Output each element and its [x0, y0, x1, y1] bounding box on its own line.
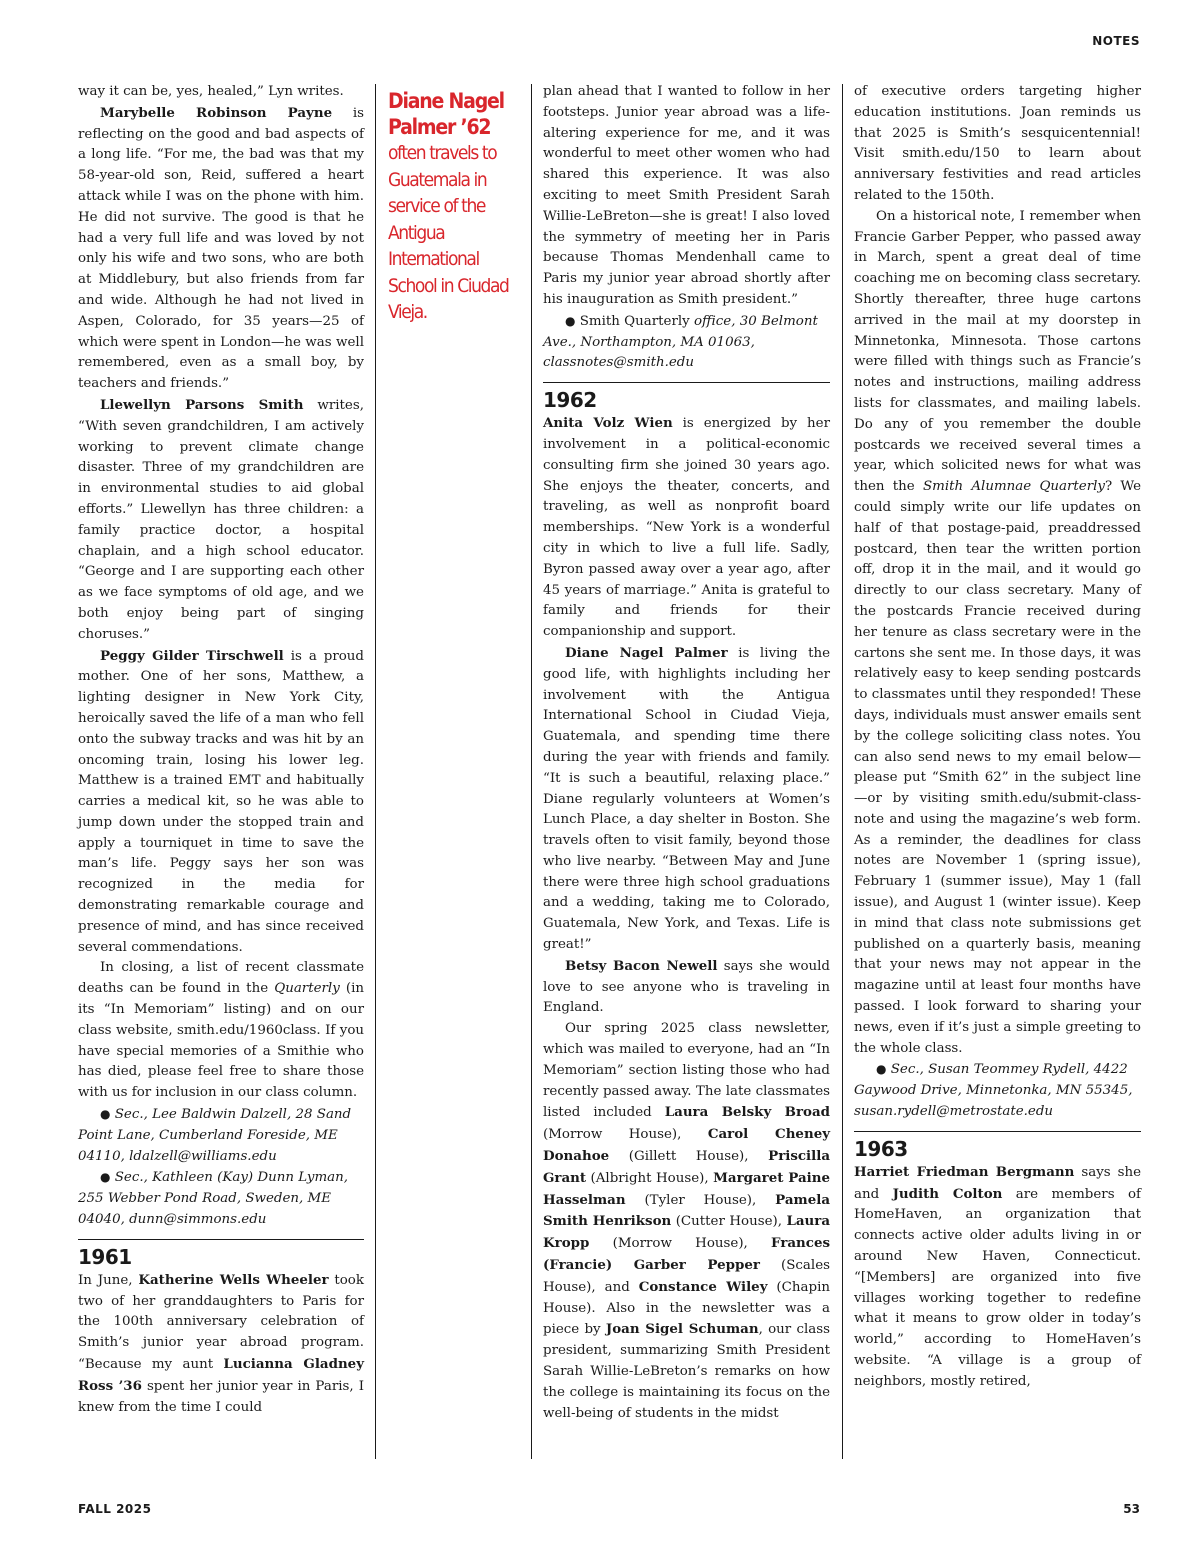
classmate-name: Constance Wiley — [638, 1278, 768, 1295]
classmate-name: Harriet Friedman Bergmann — [854, 1163, 1075, 1180]
classmate-name: Katherine Wells Wheeler — [138, 1271, 329, 1288]
bullet-icon: ● — [876, 1062, 887, 1077]
divider — [543, 382, 830, 383]
classmate-name: Priscilla Grant — [543, 1148, 830, 1186]
paragraph-text: (Gillett House), — [609, 1149, 769, 1165]
secretary-text: Sec., Kathleen (Kay) Dunn Lyman, 255 Webber Pond Road, Sweden, ME 04040, dunn@simmons.edu — [78, 1170, 349, 1228]
issue-label: FALL 2025 — [78, 1502, 152, 1516]
paragraph-text: is reflecting on the good and bad aspects of a long life. “For me, the bad was that my 58-year-old son, Reid, suffered a heart attack while I was on the phone with him. He did not survive. The good is that he had a very full life and was loved by not only his wife and two sons, who are both at Middlebury, but also friends from far and wide. Although he had not lived in Aspen, Colorado, for 35 years—25 of which were spent in London—he was well remembered, even as a small boy, by teachers and friends.” — [78, 105, 364, 392]
paragraph — [78, 958, 364, 1104]
bullet-icon: ● — [100, 1107, 111, 1122]
secretary-contact — [78, 1104, 364, 1167]
class-year-heading: 1963 — [854, 1136, 908, 1161]
classmate-name: Laura Belsky Broad — [664, 1104, 830, 1121]
classmate-name: Lucianna Gladney Ross ’36 — [78, 1356, 364, 1394]
paragraph-text: Our spring 2025 class newsletter, which was mailed to everyone, had an “In Memoriam” section listing those who had recently passed away. The late classmates listed included — [543, 1021, 830, 1121]
office-contact — [543, 311, 830, 374]
classmate-name: Pamela Smith Henrikson — [543, 1191, 830, 1230]
paragraph — [78, 395, 364, 646]
paragraph-text: is living the good life, with highlights including her involvement with the Antigua International School in Ciudad Vieja, Guatemala, and spending time there during the year with friends and family. “It is such a beautiful, relaxing place.” Diane regularly volunteers at Women’s Lunch Place, a day shelter in Boston. She travels often to visit family, beyond those who live nearby. “Between May and June there were three high school graduations and a wedding, taking me to Colorado, Guatemala, New York, and Texas. Life is great!” — [543, 645, 831, 953]
secretary-text: Sec., Lee Baldwin Dalzell, 28 Sand Point Lane, Cumberland Foreside, ME 04110, ldalzell@williams.edu — [78, 1107, 352, 1164]
classmate-name: Peggy Gilder Tirschwell — [100, 647, 284, 664]
classmate-name: Frances (Francie) Garber Pepper — [543, 1235, 830, 1274]
publication-title: Smith Alumnae Quarterly — [922, 479, 1105, 495]
paragraph — [854, 207, 1141, 1060]
paragraph — [543, 643, 830, 956]
paragraph-text: (in its “In Memoriam” listing) and on our class website, smith.edu/1960class. If you have special memories of a Smithie who has died, please feel free to share those with us for inclusion in our class column. — [78, 981, 364, 1101]
paragraph — [543, 413, 830, 643]
paragraph-text: (Scales House), and — [543, 1258, 830, 1295]
column-1 — [78, 82, 364, 1418]
paragraph: plan ahead that I wanted to follow in her footsteps. Junior year abroad was a life-altering experience for me, and it was wonderful to meet other women who had shared this experience. It was also exciting to meet Smith President Sarah Willie-LeBreton—she is great! I also loved the symmetry of meeting her in Paris because Thomas Mendenhall came to Paris my junior year abroad shortly after his inauguration as Smith president.” — [543, 84, 830, 307]
paragraph-text: On a historical note, I remember when Francie Garber Pepper, who passed away in March, spent a great deal of time coaching me on becoming class secretary. Shortly thereafter, three huge cartons arrived in the mail at my doorstep in Minnetonka, Minnesota. Those cartons were filled with things such as Francie’s notes and instructions, mailing address lists for classmates, and mailing labels. Do any of you remember the double postcards we received several times a year, which solicited news for what was then the — [854, 208, 1141, 495]
paragraph: way it can be, yes, healed,” Lyn writes. — [78, 84, 344, 99]
column-2 — [543, 82, 830, 1424]
classmate-name: Marybelle Robinson Payne — [100, 104, 333, 121]
divider — [78, 1239, 364, 1240]
paragraph-text: (Morrow House), — [543, 1127, 708, 1143]
paragraph-text: spent her junior year in Paris, I knew from the time I could — [78, 1378, 364, 1415]
paragraph-text: writes, “With seven grandchildren, I am actively working to prevent climate change disaster. Three of my grandchildren are in environmental studies to aid global efforts.” Llewellyn has three children: a family practice doctor, a hospital chaplain, and a high school educator. “George and I are supporting each other as we face symptoms of old age, and we both enjoy being part of singing choruses.” — [78, 397, 364, 642]
paragraph-text: (Morrow House), — [589, 1236, 772, 1252]
paragraph — [78, 103, 364, 395]
classmate-name: Llewellyn Parsons Smith — [100, 396, 304, 413]
column-rule — [531, 84, 532, 1459]
secretary-contact — [78, 1167, 364, 1230]
secretary-text: Sec., Susan Teommey Rydell, 4422 Gaywood Drive, Minnetonka, MN 55345, susan.rydell@metrostate.edu — [854, 1062, 1133, 1120]
paragraph — [854, 1162, 1141, 1393]
paragraph-text: (Cutter House), — [671, 1214, 787, 1230]
bullet-icon: ● — [100, 1170, 111, 1185]
paragraph-text: In June, — [78, 1272, 139, 1288]
classmate-name: Laura Kropp — [543, 1213, 831, 1252]
paragraph — [543, 956, 830, 1019]
paragraph: of executive orders targeting higher education institutions. Joan reminds us that 2025 is Smith’s sesquicentennial! Visit smith.edu/150 to learn about anniversary festivities and read articles related to the 150th. — [854, 84, 1141, 203]
paragraph-text: are members of HomeHaven, an organization that connects active older adults living in or around New Haven, Connecticut. “[Members] are organized into five villages working together to redefine what it means to grow older in today’s world,” according to HomeHaven’s website. “A village is a group of neighbors, mostly retired, — [854, 1186, 1142, 1389]
office-address: office, 30 Belmont Ave., Northampton, MA 01063, classnotes@smith.edu — [543, 313, 818, 371]
publication-title: Quarterly — [274, 981, 340, 997]
column-3 — [854, 82, 1141, 1393]
classmate-name: Betsy Bacon Newell — [565, 957, 718, 974]
pull-quote — [388, 88, 518, 326]
divider — [854, 1131, 1141, 1132]
paragraph-text: says she and — [854, 1164, 1141, 1202]
paragraph-text: is a proud mother. One of her sons, Matthew, a lighting designer in New York City, heroically saved the life of a man who fell onto the subway tracks and was hit by an oncoming train, losing his lower leg. Matthew is a trained EMT and habitually carries a medical kit, so he was able to jump down under the stopped train and apply a tourniquet in time to save the man’s life. Peggy says her son was recognized in the media for demonstrating remarkable courage and presence of mind, and has since received several commendations. — [78, 648, 364, 955]
paragraph — [543, 1019, 830, 1424]
class-year-heading: 1962 — [543, 388, 597, 413]
page-number: 53 — [1123, 1502, 1140, 1516]
paragraph-text: In closing, a list of recent classmate deaths can be found in the — [78, 960, 364, 997]
paragraph-text: took two of her granddaughters to Paris for the 100th anniversary celebration of Smith’s junior year abroad program. “Because my aunt — [78, 1272, 364, 1373]
classmate-name: Margaret Paine Hasselman — [543, 1169, 831, 1208]
paragraph-text: (Tyler House), — [625, 1192, 776, 1208]
paragraph-text: (Albright House), — [586, 1170, 714, 1186]
pull-quote-name: Diane Nagel Palmer ’62 — [388, 89, 504, 139]
paragraph-text: says she would love to see anyone who is traveling in England. — [543, 958, 830, 1016]
classmate-name: Joan Sigel Schuman — [605, 1321, 759, 1338]
column-rule — [375, 84, 376, 1459]
paragraph — [78, 646, 364, 959]
section-header: NOTES — [1092, 34, 1140, 48]
secretary-contact — [854, 1059, 1141, 1122]
office-name: Smith Quarterly — [579, 313, 694, 329]
column-rule — [842, 84, 843, 1459]
classmate-name: Carol Cheney Donahoe — [543, 1126, 830, 1165]
paragraph-text: is energized by her involvement in a political-economic consulting firm she joined 30 years ago. She enjoys the theater, concerts, and traveling, as well as nonprofit board memberships. “New York is a wonderful city in which to live a full life. Sadly, Byron passed away over a year ago, after 45 years of marriage.” Anita is grateful to family and friends for their companionship and support. — [543, 416, 830, 640]
paragraph — [78, 1270, 364, 1419]
paragraph-text: ? We could simply write our life updates on half of that postage-paid, preaddressed postcard, then tear the written portion off, drop it in the mail, and it would go directly to our class secretary. Many of the postcards Francie received during her tenure as class secretary were in the cartons she sent me. In those days, it was relatively easy to keep sending postcards to classmates until they responded! These days, individuals must answer emails sent by the college soliciting class notes. You can also send news to my email below—please put “Smith 62” in the subject line—or by visiting smith.edu/submit-class-note and using the magazine’s web form. As a reminder, the deadlines for class notes are November 1 (spring issue), February 1 (summer issue), May 1 (fall issue), and August 1 (winter issue). Keep in mind that class note submissions get published on a quarterly basis, meaning that your news may not appear in the magazine until at least four months have passed. I look forward to sharing your news, even if it’s just a simple greeting to the whole class. — [854, 479, 1142, 1056]
classmate-name: Judith Colton — [892, 1185, 1003, 1202]
paragraph-text: , our class president, summarizing Smith President Sarah Willie-LeBreton’s remarks on how the college is maintaining its focus on the well-being of students in the midst — [543, 1322, 830, 1421]
classmate-name: Anita Volz Wien — [543, 415, 673, 432]
paragraph-text: (Chapin House). Also in the newsletter was a piece by — [543, 1279, 830, 1338]
classmate-name: Diane Nagel Palmer — [565, 644, 728, 661]
class-year-heading: 1961 — [78, 1244, 132, 1269]
pull-quote-text: often travels to Guatemala in service of the Antigua International School in Ciudad Vieja. — [388, 142, 509, 323]
bullet-icon: ● — [565, 313, 576, 328]
